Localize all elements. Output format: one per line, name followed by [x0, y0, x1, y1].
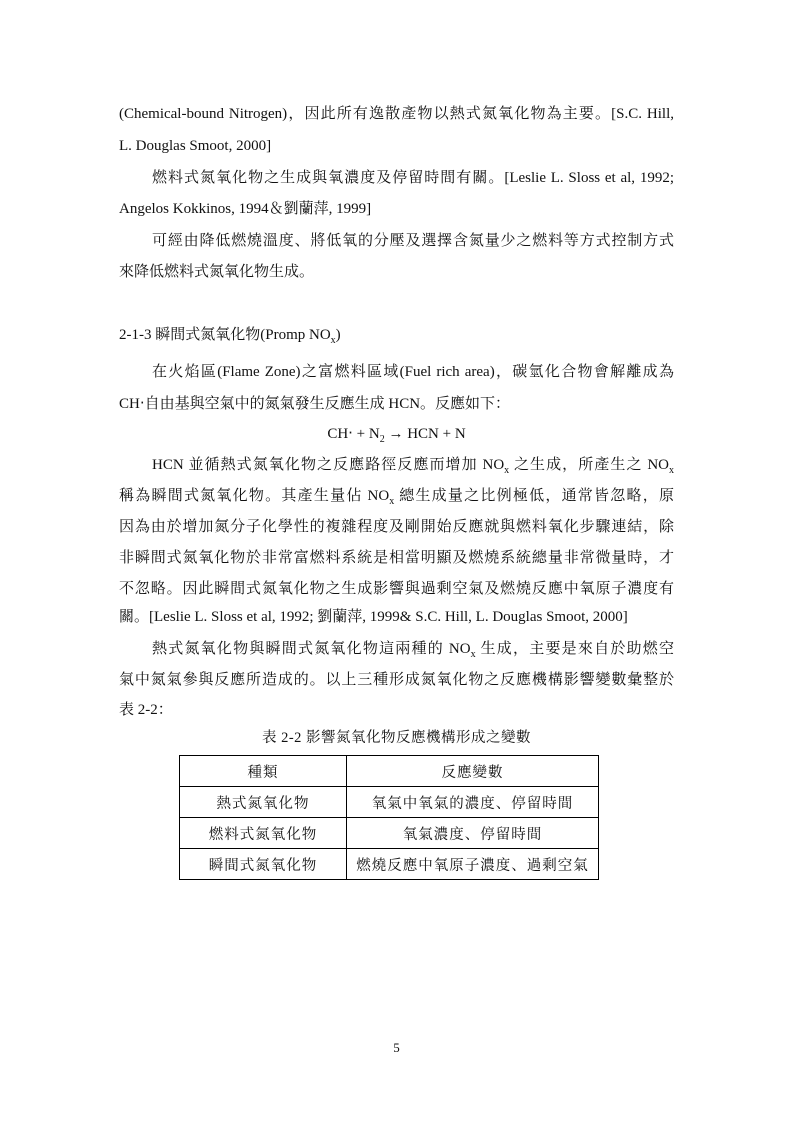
paragraph-line: L. Douglas Smoot, 2000]: [119, 138, 272, 154]
table-cell: 瞬間式氮氧化物: [180, 849, 347, 880]
section-heading: 2-1-3 瞬間式氮氧化物(Promp $NO_x$): [119, 327, 341, 346]
paragraph-line: 表 2-2：: [119, 702, 173, 718]
paragraph-line: 氣中氮氣參與反應所造成的。以上三種形成氮氧化物之反應機構影響變數彙整於: [119, 672, 674, 688]
table-caption: 表 2-2 影響氮氧化物反應機構形成之變數: [261, 730, 532, 746]
paragraph-line: 稱為瞬間式氮氧化物。其產生量佔 $NO_x$ 總生成量之比例極低，通常皆忽略，原: [119, 488, 674, 507]
table-cell: 氧氣濃度、停留時間: [347, 818, 599, 849]
table-cell: 燃燒反應中氧原子濃度、過剩空氣: [347, 849, 599, 880]
table-row: [180, 849, 599, 880]
paragraph-line: (Chemical-bound Nitrogen)，因此所有逸散產物以熱式氮氧化物為主要。[S.C. Hill,: [119, 106, 674, 122]
variables-table: [179, 755, 599, 880]
table-header-cell: 反應變數: [347, 756, 599, 787]
paragraph-line: 燃料式氮氧化物之生成與氧濃度及停留時間有關。[Leslie L. Sloss et al, 1992;: [152, 170, 674, 186]
table-cell: 熱式氮氧化物: [180, 787, 347, 818]
paragraph-line: 來降低燃料式氮氧化物生成。: [119, 264, 315, 280]
table-row: [180, 787, 599, 818]
paragraph-line: 因為由於增加氮分子化學性的複雜程度及剛開始反應就與燃料氧化步驟連結，除: [119, 519, 674, 535]
paragraph-line: Angelos Kokkinos, 1994＆劉蘭萍, 1999]: [119, 201, 372, 217]
table-cell: 燃料式氮氧化物: [180, 818, 347, 849]
table-cell: 氧氣中氧氣的濃度、停留時間: [347, 787, 599, 818]
paragraph-line: 關。[Leslie L. Sloss et al, 1992; 劉蘭萍, 1999& S.C. Hill, L. Douglas Smoot, 2000]: [119, 609, 628, 625]
reaction-equation: CH‧ + $N_2$ → HCN + N: [327, 426, 466, 445]
paragraph-line: 非瞬間式氮氧化物於非常富燃料系統是相當明顯及燃燒系統總量非常微量時，才: [119, 550, 674, 566]
paragraph-line: CH‧自由基與空氣中的氮氣發生反應生成 HCN。反應如下：: [119, 396, 511, 412]
table-header-cell: 種類: [180, 756, 347, 787]
paragraph-line: HCN 並循熱式氮氧化物之反應路徑反應而增加 $NO_x$ 之生成，所產生之 $NO_x$: [152, 457, 674, 476]
paragraph-line: 熱式氮氧化物與瞬間式氮氧化物這兩種的 $NO_x$ 生成，主要是來自於助燃空: [152, 641, 674, 660]
table-header-row: [180, 756, 599, 787]
paragraph-line: 在火焰區(Flame Zone)之富燃料區域(Fuel rich area)，碳氫化合物會解離成為: [152, 364, 674, 380]
paragraph-line: 可經由降低燃燒溫度、將低氧的分壓及選擇含氮量少之燃料等方式控制方式: [152, 233, 674, 249]
paragraph-line: 不忽略。因此瞬間式氮氧化物之生成影響與過剩空氣及燃燒反應中氧原子濃度有: [119, 581, 674, 597]
table-row: [180, 818, 599, 849]
page-number: 5: [393, 1040, 400, 1055]
